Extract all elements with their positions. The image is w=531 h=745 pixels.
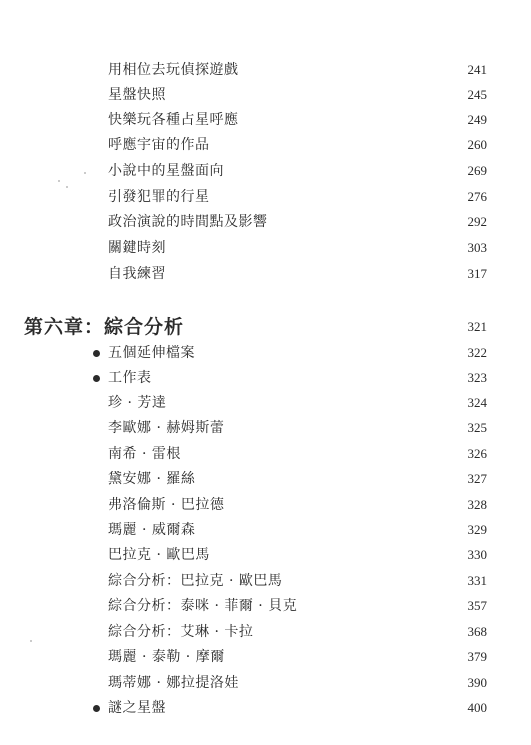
toc-entry (0, 518, 531, 542)
toc-entry-title: 用相位去玩偵探遊戲 (108, 62, 239, 78)
bullet-icon (93, 705, 100, 712)
toc-entry (0, 366, 531, 390)
toc-entry-page: 326 (467, 446, 487, 461)
toc-entry (0, 645, 531, 669)
toc-entry-page: 303 (467, 240, 487, 255)
toc-entry-page: 357 (467, 598, 487, 613)
toc-entry (0, 58, 531, 82)
toc-entry-page: 323 (467, 370, 487, 385)
chapter-page: 321 (467, 319, 487, 334)
toc-entry-title: 引發犯罪的行星 (108, 189, 210, 205)
toc-entry-title: 快樂玩各種占星呼應 (108, 112, 239, 128)
toc-entry-title: 政治演說的時間點及影響 (108, 214, 268, 230)
toc-entry (0, 493, 531, 517)
toc-entry (0, 133, 531, 157)
scan-speck (66, 186, 68, 188)
toc-entry (0, 543, 531, 567)
toc-entry-title: 黛安娜 · 羅絲 (108, 471, 196, 487)
toc-entry (0, 671, 531, 695)
toc-entry-title: 綜合分析：巴拉克 · 歐巴馬 (108, 573, 283, 589)
toc-entry-title: 五個延伸檔案 (108, 345, 195, 361)
toc-entry (0, 467, 531, 491)
scan-speck (30, 640, 32, 642)
toc-entry-title: 關鍵時刻 (108, 240, 166, 256)
toc-entry-page: 325 (467, 420, 487, 435)
toc-entry-title: 瑪蒂娜 · 娜拉提洛娃 (108, 675, 239, 691)
scan-speck (84, 172, 86, 174)
toc-entry (0, 569, 531, 593)
toc-entry-page: 317 (467, 266, 487, 281)
toc-entry (0, 210, 531, 234)
toc-entry-title: 星盤快照 (108, 87, 166, 103)
chapter-heading (0, 315, 531, 339)
toc-entry-page: 329 (467, 522, 487, 537)
toc-entry (0, 341, 531, 365)
bullet-icon (93, 350, 100, 357)
toc-entry-page: 249 (467, 112, 487, 127)
toc-entry-title: 自我練習 (108, 266, 166, 282)
toc-entry-page: 330 (467, 547, 487, 562)
toc-entry-page: 292 (467, 214, 487, 229)
toc-entry-title: 小說中的星盤面向 (108, 163, 224, 179)
toc-entry-title: 珍 · 芳達 (108, 395, 167, 411)
toc-entry-title: 弗洛倫斯 · 巴拉德 (108, 497, 225, 513)
toc-entry-page: 269 (467, 163, 487, 178)
toc-entry (0, 391, 531, 415)
toc-entry-title: 瑪麗 · 泰勒 · 摩爾 (108, 649, 225, 665)
scan-speck (58, 180, 60, 182)
toc-entry-page: 328 (467, 497, 487, 512)
toc-entry (0, 696, 531, 720)
toc-entry (0, 185, 531, 209)
toc-entry (0, 108, 531, 132)
toc-entry-page: 331 (467, 573, 487, 588)
toc-entry-title: 巴拉克 · 歐巴馬 (108, 547, 210, 563)
toc-entry-title: 南希 · 雷根 (108, 446, 181, 462)
toc-entry-page: 400 (467, 700, 487, 715)
toc-entry-title: 綜合分析：艾琳 · 卡拉 (108, 624, 254, 640)
toc-entry-title: 瑪麗 · 威爾森 (108, 522, 196, 538)
toc-entry-page: 260 (467, 137, 487, 152)
toc-entry (0, 236, 531, 260)
toc-entry-page: 276 (467, 189, 487, 204)
toc-entry-title: 工作表 (108, 370, 152, 386)
toc-entry (0, 159, 531, 183)
toc-entry (0, 83, 531, 107)
chapter-title: 第六章：綜合分析 (24, 316, 185, 338)
toc-entry (0, 416, 531, 440)
toc-entry-page: 322 (467, 345, 487, 360)
toc-entry-page: 324 (467, 395, 487, 410)
toc-entry-title: 綜合分析：泰咪 · 菲爾 · 貝克 (108, 598, 298, 614)
toc-entry-page: 241 (467, 62, 487, 77)
toc-entry-title: 謎之星盤 (108, 700, 166, 716)
toc-entry-page: 379 (467, 649, 487, 664)
toc-entry (0, 262, 531, 286)
toc-entry-page: 368 (467, 624, 487, 639)
bullet-icon (93, 375, 100, 382)
toc-entry-title: 呼應宇宙的作品 (108, 137, 210, 153)
toc-entry-page: 327 (467, 471, 487, 486)
toc-entry (0, 594, 531, 618)
toc-entry (0, 442, 531, 466)
toc-entry-title: 李歐娜 · 赫姆斯蕾 (108, 420, 225, 436)
toc-entry-page: 390 (467, 675, 487, 690)
toc-entry-page: 245 (467, 87, 487, 102)
toc-entry (0, 620, 531, 644)
